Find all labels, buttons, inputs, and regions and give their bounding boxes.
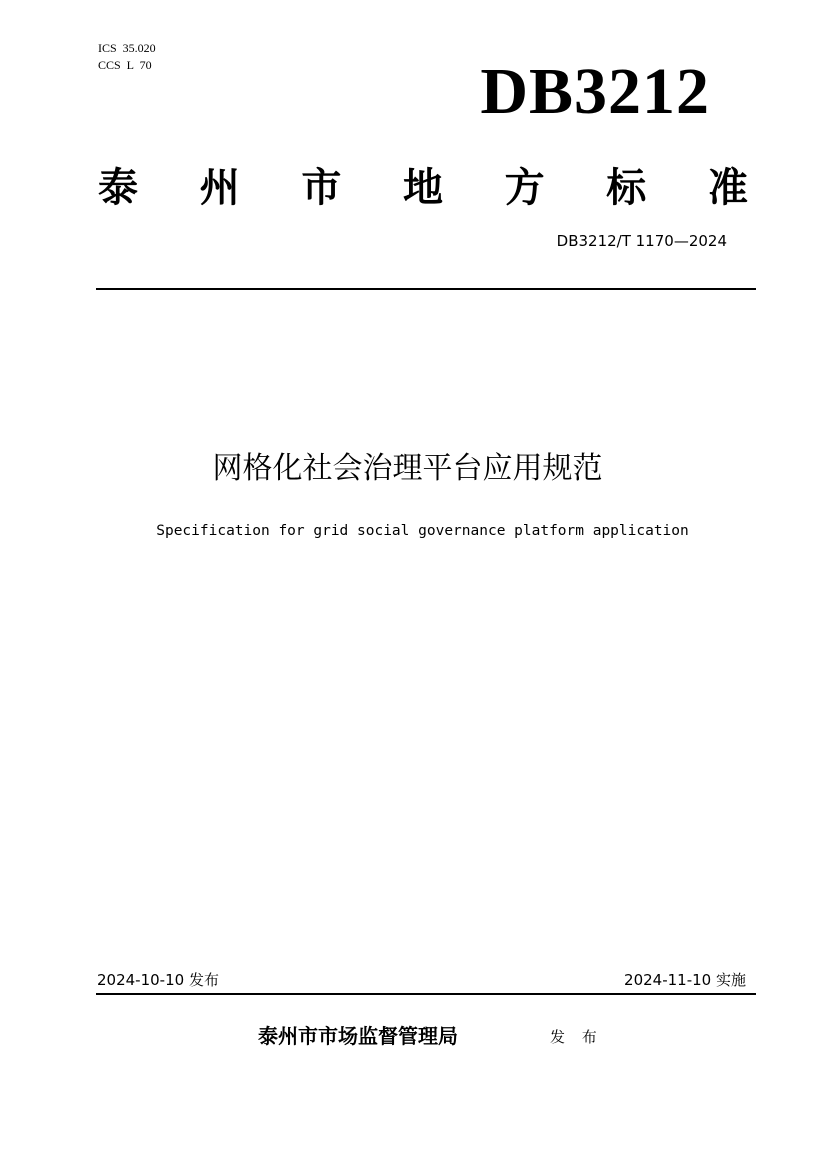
issuing-authority: 泰州市市场监督管理局 bbox=[258, 1024, 458, 1048]
header-divider bbox=[96, 288, 756, 290]
standard-type-char: 标 bbox=[606, 164, 647, 211]
standard-type-char: 准 bbox=[707, 164, 748, 211]
standard-type-char: 市 bbox=[301, 164, 342, 211]
classification-codes bbox=[98, 40, 156, 74]
ccs-code: CCS L 70 bbox=[98, 58, 152, 72]
standard-type-char: 方 bbox=[504, 164, 545, 211]
ics-code: ICS 35.020 bbox=[98, 41, 156, 55]
issue-date: 2024-10-10 发布 bbox=[97, 971, 219, 989]
issue-label: 发 布 bbox=[550, 1028, 603, 1046]
footer-divider bbox=[96, 993, 756, 995]
standard-type-heading bbox=[98, 160, 748, 216]
standard-type-char: 泰 bbox=[98, 164, 138, 211]
standard-type-char: 州 bbox=[199, 164, 240, 211]
standard-type-char: 地 bbox=[402, 164, 443, 211]
document-title-english: Specification for grid social governance platform application bbox=[156, 523, 689, 539]
implementation-date: 2024-11-10 实施 bbox=[624, 971, 746, 989]
standard-code-logo: DB3212 bbox=[480, 55, 710, 128]
document-title-chinese: 网格化社会治理平台应用规范 bbox=[212, 451, 603, 486]
standard-number: DB3212/T 1170—2024 bbox=[556, 232, 727, 250]
